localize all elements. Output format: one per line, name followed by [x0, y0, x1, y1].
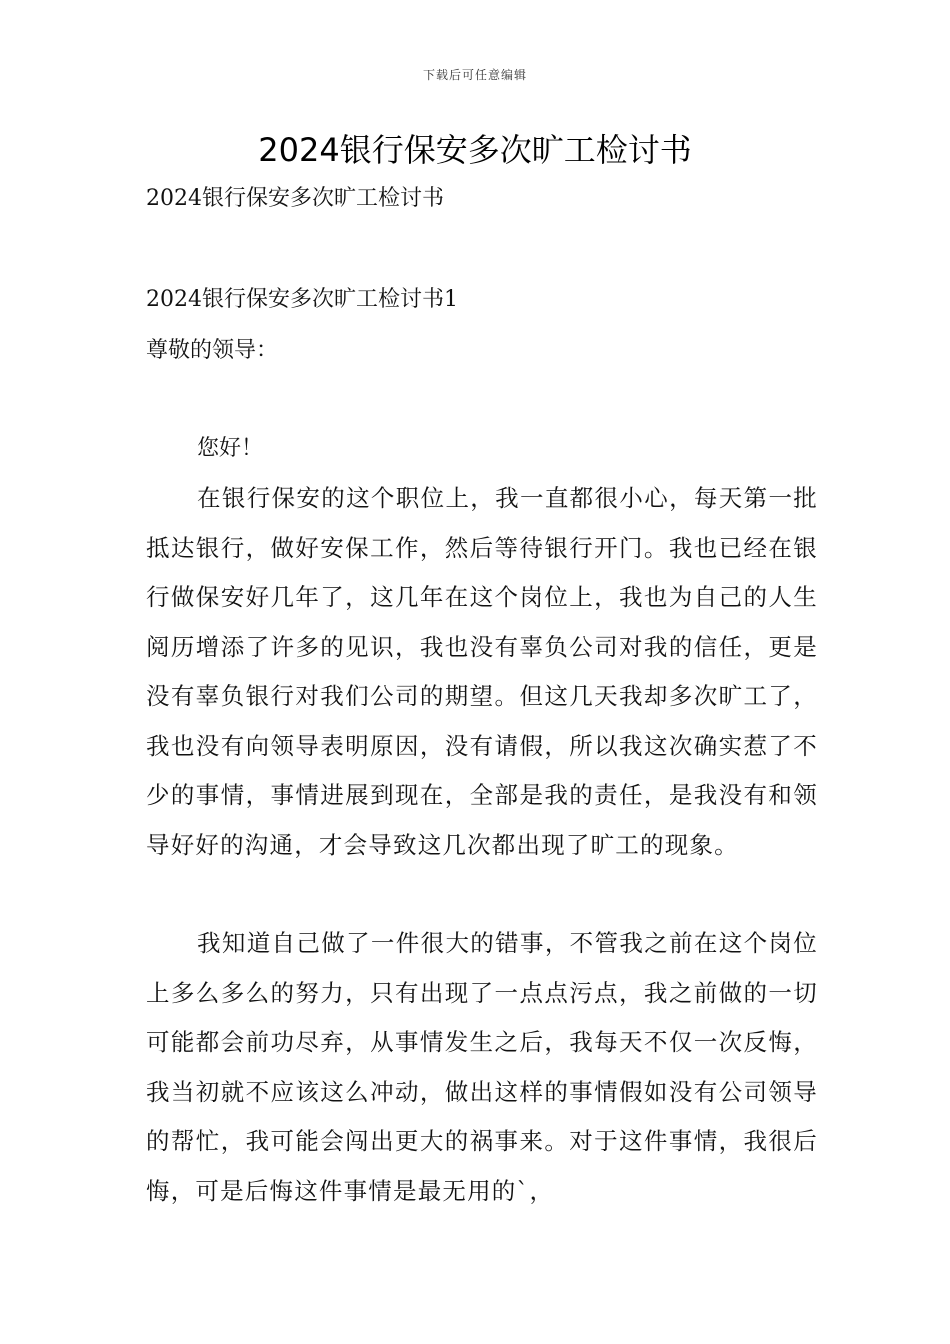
document-subtitle: 2024银行保安多次旷工检讨书	[146, 186, 444, 211]
header-note: 下载后可任意编辑	[422, 68, 527, 82]
document-title: 2024银行保安多次旷工检讨书	[258, 131, 692, 169]
paragraph-2: 我知道自己做了一件很大的错事，不管我之前在这个岗位上多么多么的努力，只有出现了一点点污点，我之前做的一切可能都会前功尽弃，从事情发生之后，我每天不仅一次反悔，我当初就不应该这么冲动，做出这样的事情假如没有公司领导的帮忙，我可能会闯出更大的祸事来。对于这件事情，我很后悔，可是后悔这件事情是最无用的`，	[146, 929, 818, 1205]
paragraph-1: 在银行保安的这个职位上，我一直都很小心，每天第一批抵达银行，做好安保工作，然后等待银行开门。我也已经在银行做保安好几年了，这几年在这个岗位上，我也为自己的人生阅历增添了许多的见识，我也没有辜负公司对我的信任，更是没有辜负银行对我们公司的期望。但这几天我却多次旷工了，我也没有向领导表明原因，没有请假，所以我这次确实惹了不少的事情，事情进展到现在，全部是我的责任，是我没有和领导好好的沟通，才会导致这几次都出现了旷工的现象。	[146, 484, 818, 859]
greeting: 您好！	[197, 436, 264, 461]
section-heading: 2024银行保安多次旷工检讨书1	[146, 287, 458, 312]
salutation: 尊敬的领导：	[146, 338, 279, 363]
